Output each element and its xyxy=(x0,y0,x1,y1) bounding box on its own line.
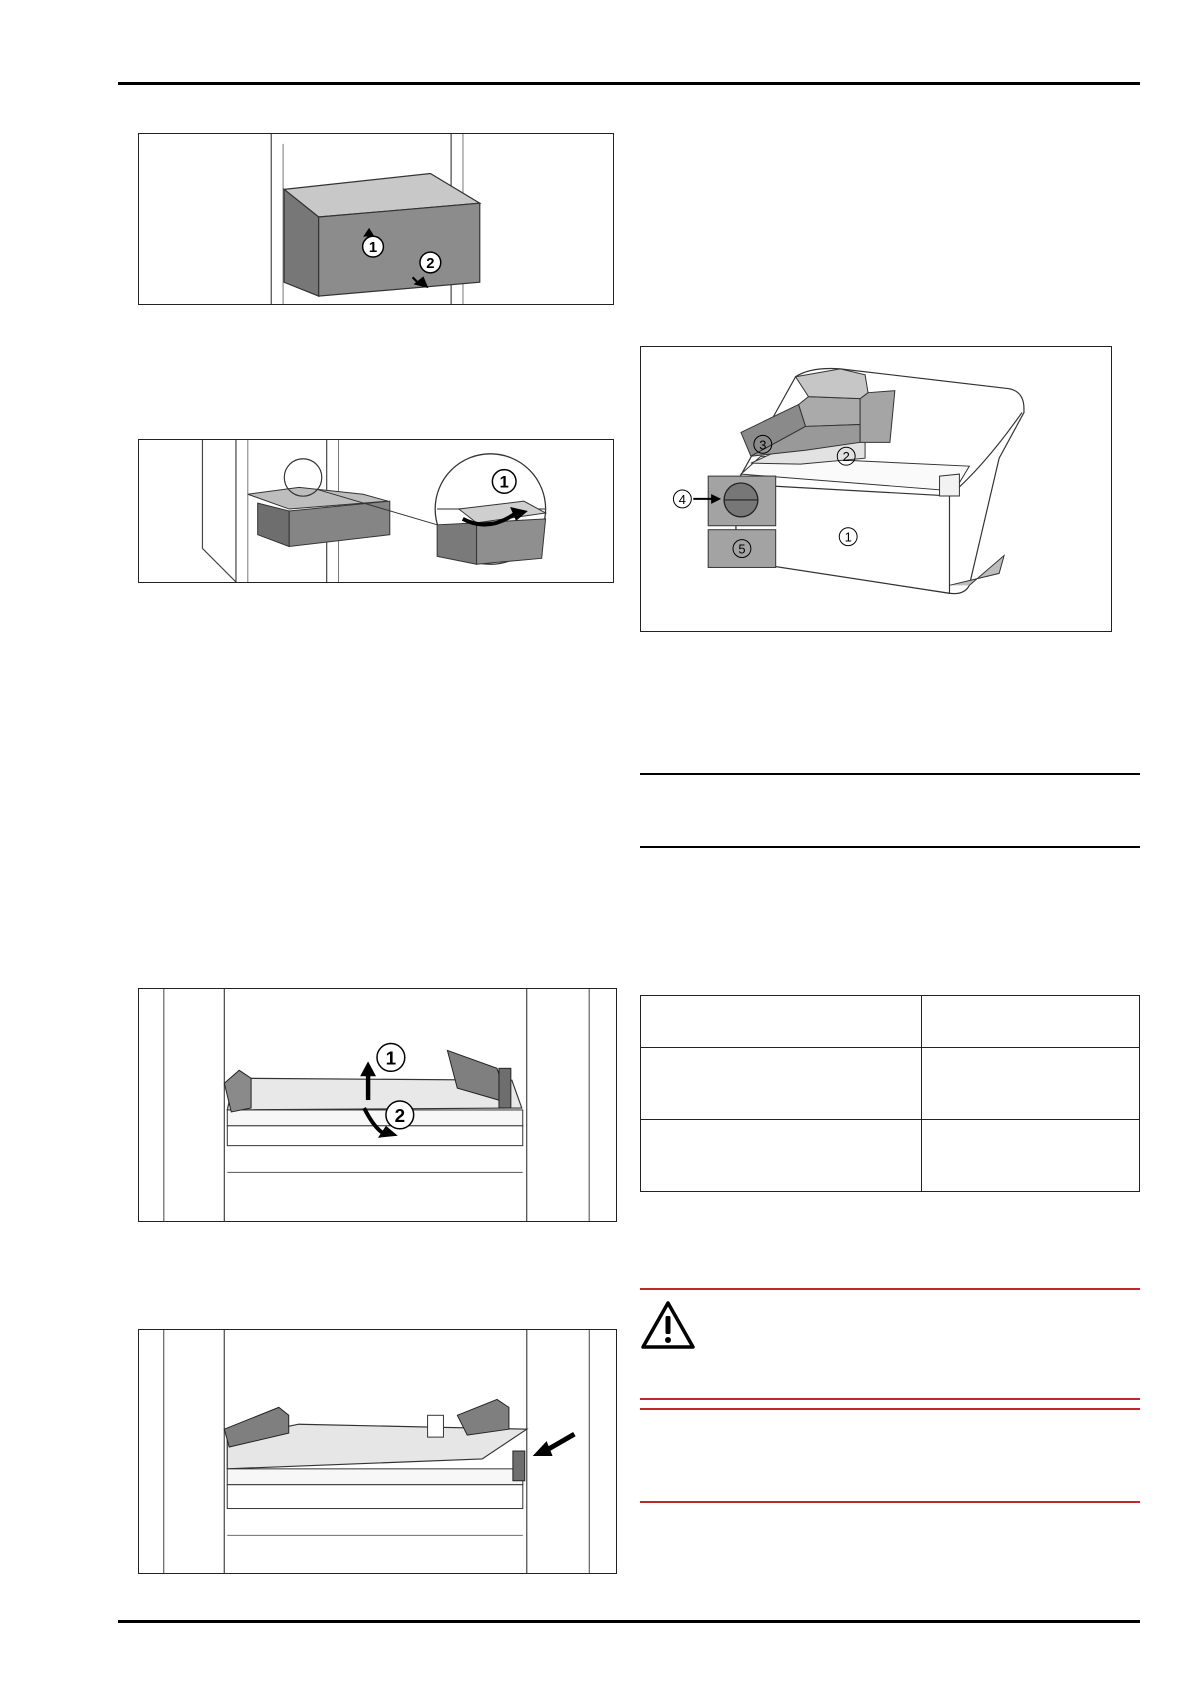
table-row xyxy=(641,1048,1140,1120)
callout-layer xyxy=(139,440,613,582)
figure-shelf-remove xyxy=(138,988,617,1222)
callout-4 xyxy=(673,490,691,508)
figure-crisper-drawer xyxy=(640,346,1112,632)
callout-layer xyxy=(641,347,1111,631)
svg-text:1: 1 xyxy=(385,1047,397,1069)
figure-drawer-detail xyxy=(138,439,614,583)
table-row xyxy=(641,996,1140,1048)
callout-1 xyxy=(377,1044,405,1072)
table-cell xyxy=(922,1048,1140,1120)
table-cell xyxy=(922,996,1140,1048)
svg-text:1: 1 xyxy=(844,529,852,545)
figure-drawer-remove xyxy=(138,133,614,305)
callout-2 xyxy=(386,1101,414,1129)
svg-text:2: 2 xyxy=(426,255,435,272)
warning-rule-top xyxy=(640,1288,1140,1290)
header-rule xyxy=(118,82,1140,85)
callout-2 xyxy=(837,447,855,465)
note-rule-bottom xyxy=(640,846,1140,848)
warning-rule-mid-1 xyxy=(640,1398,1140,1400)
svg-text:2: 2 xyxy=(842,449,850,465)
table-cell xyxy=(922,1120,1140,1192)
callout-1 xyxy=(839,528,857,546)
figure-shelf-insert xyxy=(138,1329,617,1574)
table-row xyxy=(641,1120,1140,1192)
callout-5 xyxy=(733,540,751,558)
callout-layer xyxy=(139,989,616,1221)
table-cell xyxy=(641,1120,922,1192)
callout-layer xyxy=(139,134,613,304)
callout-3 xyxy=(754,435,772,453)
callout-2 xyxy=(420,252,441,273)
footer-rule xyxy=(118,1620,1140,1623)
warning-rule-bottom xyxy=(640,1501,1140,1503)
svg-text:2: 2 xyxy=(394,1104,406,1126)
callout-1 xyxy=(492,470,516,494)
svg-text:1: 1 xyxy=(499,472,509,492)
note-rule-top xyxy=(640,773,1140,775)
svg-text:1: 1 xyxy=(368,240,378,257)
svg-text:5: 5 xyxy=(738,541,746,557)
svg-text:3: 3 xyxy=(759,437,767,453)
table-cell xyxy=(641,996,922,1048)
data-table xyxy=(640,995,1140,1192)
table-cell xyxy=(641,1048,922,1120)
warning-triangle-icon xyxy=(640,1300,696,1350)
svg-text:4: 4 xyxy=(678,491,686,507)
warning-rule-mid-2 xyxy=(640,1408,1140,1410)
callout-1 xyxy=(363,236,384,257)
